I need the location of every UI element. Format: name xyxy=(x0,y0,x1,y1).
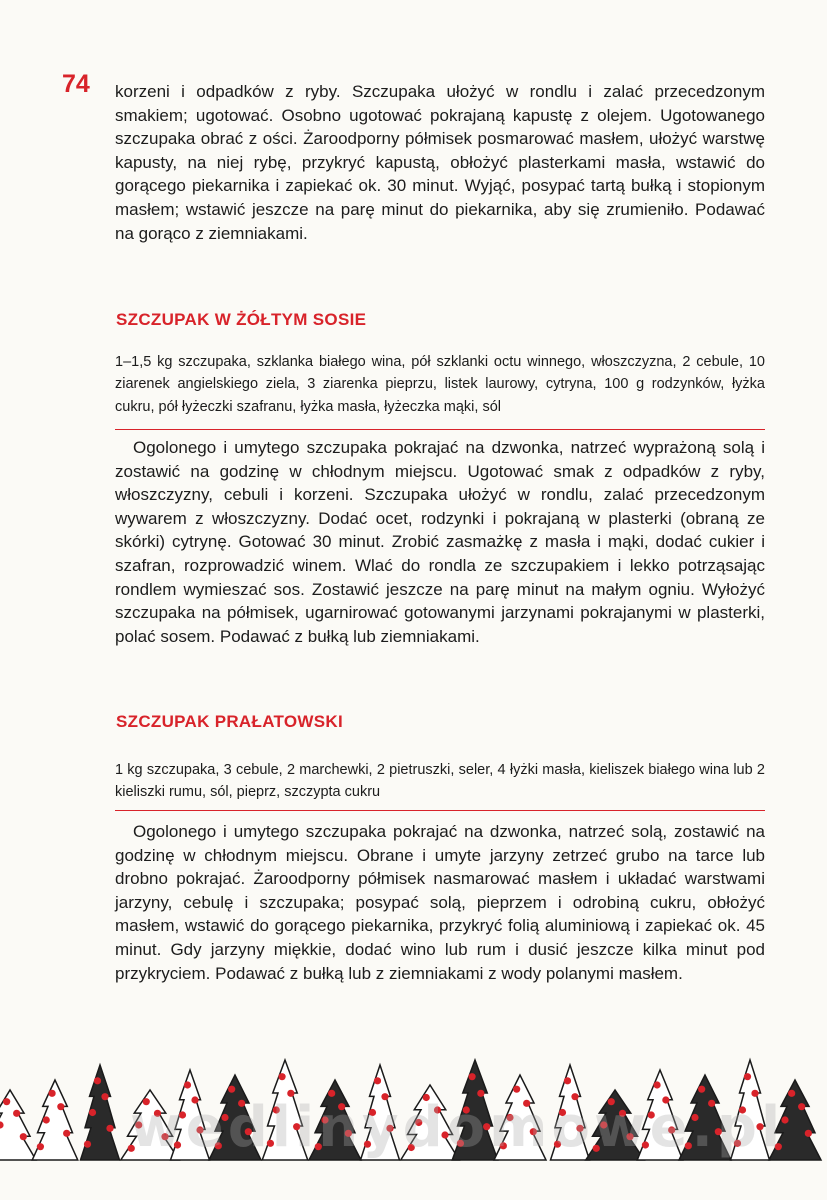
intro-paragraph: korzeni i odpadków z ryby. Szczupaka ułożyć w rondlu i zalać przecedzonym smakiem; ugotować. Osobno ugotować pokrajaną kapustę z olejem. Ugotowanego szczupaka obrać z ości. Żaroodporny półmisek posmarować masłem, ułożyć warstwę kapusty, na niej rybę, przykryć kapustą, obłożyć plasterkami masła, wstawić do gorącego piekarnika i zapiekać ok. 30 minut. Wyjąć, posypać tartą bułką i stopionym masłem; wstawić jeszcze na parę minut do piekarnika, aby się zrumieniło. Podawać na gorąco z ziemniakami. xyxy=(115,82,765,243)
ornament-icon xyxy=(468,1073,475,1080)
recipe2-divider xyxy=(115,810,765,811)
ornament-icon xyxy=(184,1081,191,1088)
ornament-icon xyxy=(228,1086,235,1093)
ornament-icon xyxy=(89,1109,96,1116)
ornament-icon xyxy=(20,1133,27,1140)
ornament-icon xyxy=(788,1090,795,1097)
ornament-icon xyxy=(698,1086,705,1093)
recipe2-title: SZCZUPAK PRAŁATOWSKI xyxy=(116,712,343,731)
ornament-icon xyxy=(43,1116,50,1123)
ornament-icon xyxy=(94,1077,101,1084)
recipe1-instructions: Ogolonego i umytego szczupaka pokrajać na dzwonka, natrzeć wyprażoną solą i zostawić na godzinę w chłodnym miejscu. Ugotować smak z odpadków z ryby, włoszczyzny, cebuli i korzeni. Szczupaka ułożyć w rondlu, zalać przecedzonym wywarem z włoszczyzny. Dodać ocet, rodzynki i pokrajaną w plasterki (obraną ze skórki) cytrynę. Gotować 30 minut. Zrobić zasmażkę z masła i mąki, dodać cukier i szafran, rozprowadzić winem. Wlać do rondla ze szczupakiem i lekko potrząsając rondlem wymieszać sos. Zostawić jeszcze na parę minut na małym ogniu. Wyłożyć szczupaka na półmisek, ugarnirować gotowanymi jarzynami pokrajanymi w plasterki, polać sosem. Podawać z bułką lub ziemniakami. xyxy=(115,438,765,646)
ornament-icon xyxy=(564,1077,571,1084)
ornament-icon xyxy=(3,1098,10,1105)
page-number: 74 xyxy=(62,70,90,98)
recipe1-title: SZCZUPAK W ŻÓŁTYM SOSIE xyxy=(116,310,367,329)
ornament-icon xyxy=(805,1130,812,1137)
ornament-icon xyxy=(278,1073,285,1080)
ornament-icon xyxy=(798,1103,805,1110)
ornament-icon xyxy=(57,1103,64,1110)
recipe2-ingredients: 1 kg szczupaka, 3 cebule, 2 marchewki, 2 pietruszki, seler, 4 łyżki masła, kieliszek białego wina lub 2 kieliszki rumu, sól, pieprz, szczypta cukru xyxy=(115,762,765,801)
ornament-icon xyxy=(37,1143,44,1150)
ornament-icon xyxy=(106,1125,113,1132)
recipe1-ingredients: 1–1,5 kg szczupaka, szklanka białego wina, pół szklanki octu winnego, włoszczyzna, 2 cebule, 10 ziarenek angielskiego ziela, 3 ziarenka pieprzu, listek laurowy, cytryna, 100 g rodzynków, łyżka cukru, pół łyżeczki szafranu, łyżka masła, łyżeczka mąki, sól xyxy=(115,354,765,415)
ornament-icon xyxy=(101,1093,108,1100)
watermark-text: wedlinydomowe.pl xyxy=(130,1095,785,1160)
ornament-icon xyxy=(513,1086,520,1093)
recipe1-divider xyxy=(115,429,765,430)
ornament-icon xyxy=(84,1141,91,1148)
ornament-icon xyxy=(374,1077,381,1084)
ornament-icon xyxy=(63,1130,70,1137)
recipe2-instructions: Ogolonego i umytego szczupaka pokrajać na dzwonka, natrzeć solą, zostawić na godzinę w chłodnym miejscu. Obrane i umyte jarzyny zetrzeć grubo na tarce lub drobno pokrajać. Żaroodporny półmisek nasmarować masłem i układać warstwami jarzyny, cebulę i szczupaka; posypać solą, pieprzem i odrobiną cukru, obłożyć masłem, wstawić do gorącego piekarnika, przykryć folią aluminiową i zapiekać ok. 45 minut. Gdy jarzyny miękkie, dodać wino lub rum i dusić jeszcze kilka minut pod przykryciem. Podawać z bułką lub z ziemniakami z wody polanymi masłem. xyxy=(115,822,765,983)
ornament-icon xyxy=(48,1090,55,1097)
ornament-icon xyxy=(13,1110,20,1117)
ornament-icon xyxy=(744,1073,751,1080)
ornament-icon xyxy=(653,1081,660,1088)
